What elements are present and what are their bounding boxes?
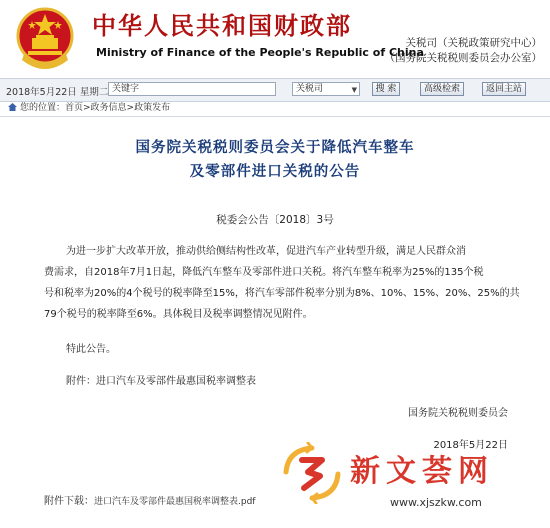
body-line: 为进一步扩大改革开放，推动供给侧结构性改革，促进汽车产业转型升级，满足人民群众消 — [66, 246, 466, 257]
document-title-line-1: 国务院关税税则委员会关于降低汽车整车 — [135, 139, 415, 156]
current-date: 2018年5月22日 星期二 — [6, 87, 109, 98]
download-label: 附件下载： — [44, 496, 94, 507]
body-line: 号和税率为20%的4个税号的税率降至15%，将汽车零部件税率分别为8%、10%、15%、20%、25%的共 — [44, 288, 520, 299]
ministry-name-en: Ministry of Finance of the People's Republic of China — [96, 46, 424, 59]
watermark-url: www.xjszkw.com — [390, 496, 482, 509]
attachment-download — [44, 492, 255, 507]
closing-text: 特此公告。 — [66, 344, 116, 355]
department-name — [385, 36, 543, 66]
body-line: 费需求，自2018年7月1日起，降低汽车整车及零部件进口关税。将汽车整车税率为25%的135个税 — [44, 267, 484, 278]
watermark-logo-icon — [278, 442, 346, 504]
breadcrumb-prefix: 您的位置： — [20, 103, 66, 113]
watermark — [278, 438, 550, 528]
watermark-name: 新文荟网 — [350, 454, 494, 489]
attachment-text: 附件：进口汽车及零部件最惠国税率调整表 — [66, 376, 256, 387]
notice-number: 税委会公告〔2018〕3号 — [216, 214, 334, 226]
download-file-link[interactable]: 进口汽车及零部件最惠国税率调整表.pdf — [94, 497, 256, 507]
department-line-1: 关税司（关税政策研究中心） — [405, 37, 542, 49]
search-scope-value: 关税司 — [296, 84, 324, 94]
site-banner — [0, 0, 550, 78]
advanced-search-button[interactable]: 高级检索 — [420, 82, 464, 96]
signature-org: 国务院关税税则委员会 — [408, 408, 508, 419]
home-icon — [8, 103, 17, 111]
national-emblem-icon — [14, 4, 76, 74]
back-to-main-site-button[interactable]: 返回主站 — [482, 82, 526, 96]
body-line: 79个税号的税率降至6%。具体税目及税率调整情况见附件。 — [44, 309, 313, 320]
breadcrumb — [0, 101, 550, 117]
search-button[interactable]: 搜 索 — [372, 82, 400, 96]
search-toolbar — [0, 78, 550, 102]
breadcrumb-path[interactable]: 首页>政务信息>政策发布 — [65, 103, 171, 113]
search-scope-select[interactable] — [292, 82, 360, 96]
chevron-down-icon: ▼ — [351, 86, 357, 94]
document-title-line-2: 及零部件进口关税的公告 — [189, 163, 361, 180]
department-line-2: （国务院关税税则委员会办公室） — [384, 52, 542, 64]
signature-date: 2018年5月22日 — [433, 440, 508, 451]
search-input[interactable]: 关键字 — [108, 82, 276, 96]
ministry-name-cn: 中华人民共和国财政部 — [92, 11, 352, 40]
